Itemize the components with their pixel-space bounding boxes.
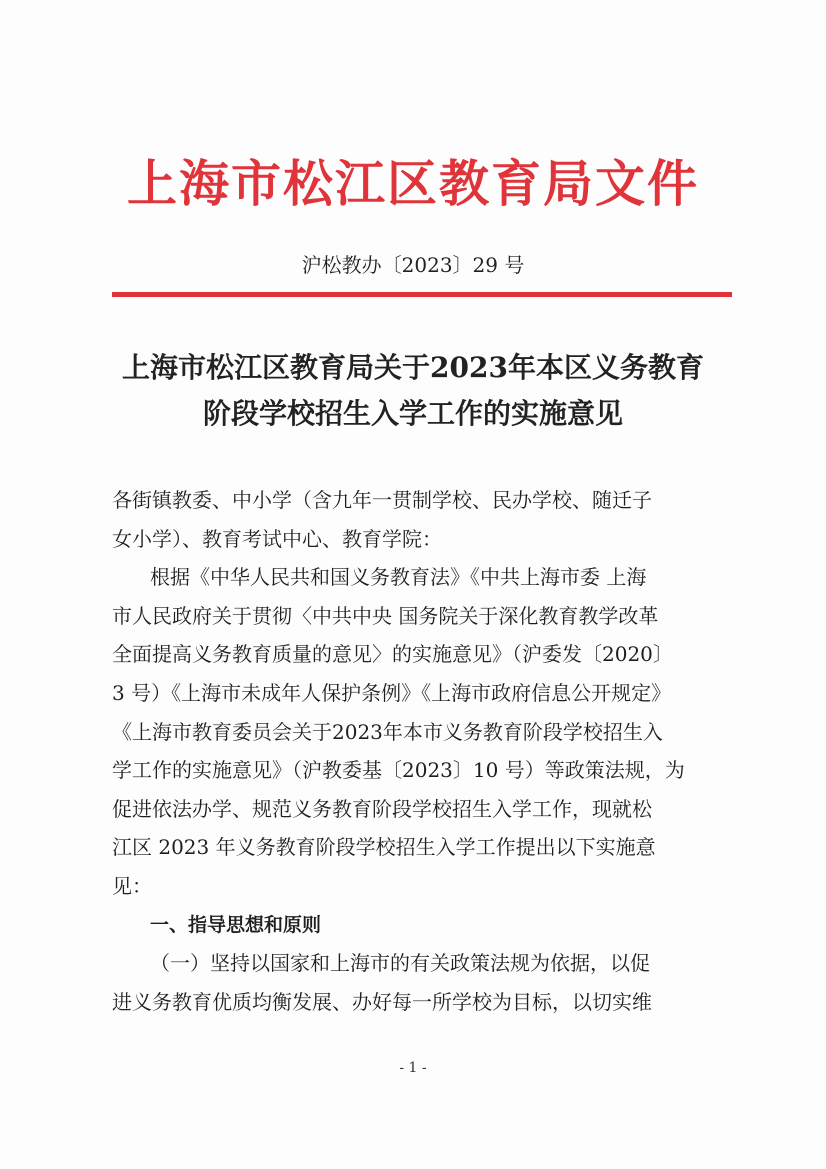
paragraph-line: 学工作的实施意见》（沪教委基〔2023〕10 号）等政策法规，为 (112, 758, 685, 783)
paragraph-line: 3 号）《上海市未成年人保护条例》《上海市政府信息公开规定》 (112, 680, 672, 705)
recipients-line-1: 各街镇教委、中小学（含九年一贯制学校、民办学校、随迁子 (112, 488, 652, 512)
notice-title (90, 345, 736, 437)
paragraph-line: 全面提高义务教育质量的意见〉的实施意见》（沪委发〔2020〕 (112, 642, 673, 667)
issuing-authority-title: 上海市松江区教育局文件 (127, 154, 699, 213)
paragraph-line: （一）坚持以国家和上海市的有关政策法规为依据，以促 (150, 951, 650, 976)
paragraph-line: 《上海市教育委员会关于2023年本市义务教育阶段学校招生入 (112, 719, 663, 744)
notice-title-line-2: 阶段学校招生入学工作的实施意见 (202, 397, 623, 430)
red-separator-line (112, 292, 732, 297)
section-heading: 一、指导思想和原则 (150, 913, 322, 936)
recipients-line-2: 女小学）、教育考试中心、教育学院： (112, 526, 442, 551)
paragraph-line: 促进依法办学、规范义务教育阶段学校招生入学工作，现就松 (112, 796, 652, 821)
paragraph-line: 根据《中华人民共和国义务教育法》《中共上海市委 上海 (150, 565, 647, 590)
notice-title-line-1: 上海市松江区教育局关于2023年本区义务教育 (122, 351, 704, 384)
paragraph-line: 江区 2023 年义务教育阶段学校招生入学工作提出以下实施意 (112, 835, 656, 860)
page-number: - 1 - (399, 1060, 427, 1076)
paragraph-line: 进义务教育优质均衡发展、办好每一所学校为目标，以切实维 (112, 989, 652, 1014)
paragraph-line: 市人民政府关于贯彻〈中共中央 国务院关于深化教育教学改革 (112, 603, 659, 628)
body-text (112, 481, 724, 1021)
document-number: 沪松教办〔2023〕29 号 (301, 253, 525, 277)
paragraph-line: 见： (112, 873, 152, 898)
